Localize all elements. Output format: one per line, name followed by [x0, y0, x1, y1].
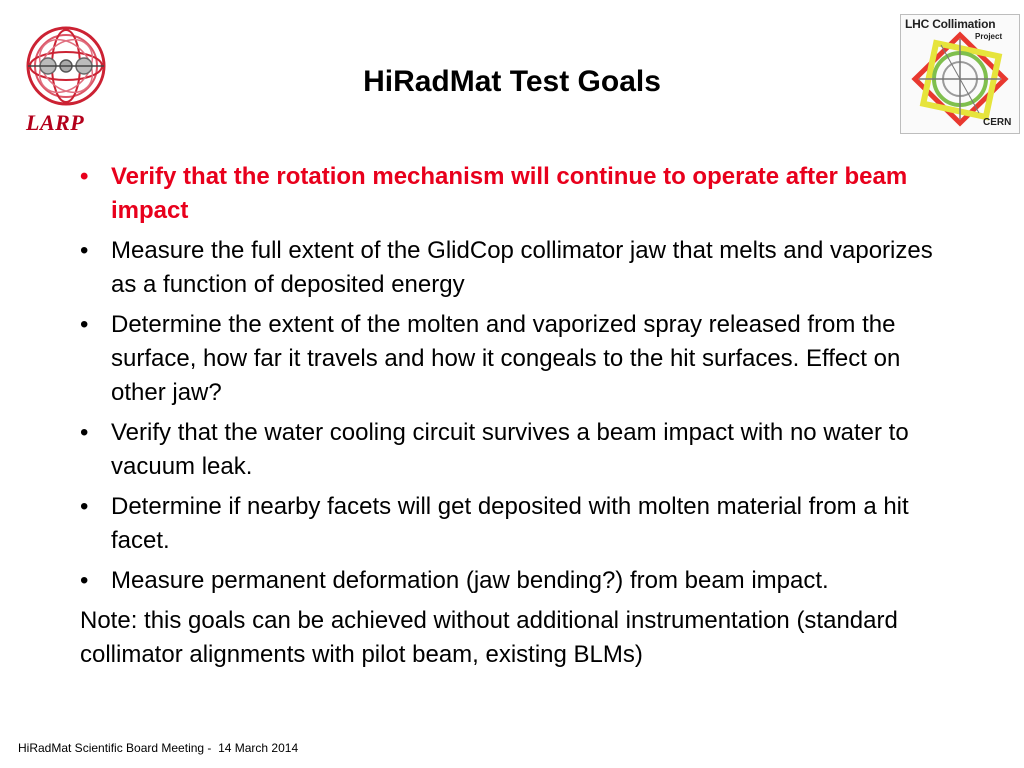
- bullet-text: Verify that the rotation mechanism will continue to operate after beam impact: [111, 163, 908, 224]
- bullet-dot: •: [80, 163, 89, 190]
- bullet-text: Measure permanent deformation (jaw bending?) from beam impact.: [111, 567, 829, 594]
- bullet-dot: •: [80, 493, 89, 520]
- bullet-dot: •: [80, 237, 89, 264]
- bullet-item-nearby-facets: [80, 490, 950, 558]
- bullet-text: Determine if nearby facets will get deposited with molten material from a hit facet.: [111, 493, 909, 554]
- bullet-text: Measure the full extent of the GlidCop collimator jaw that melts and vaporizes as a function of deposited energy: [111, 237, 933, 298]
- lhc-logo-subtitle: Project: [975, 32, 1003, 41]
- bullet-text: Verify that the water cooling circuit survives a beam impact with no water to vacuum leak.: [111, 419, 909, 480]
- bullet-dot: •: [80, 567, 89, 594]
- bullet-item-water-cooling: [80, 416, 950, 484]
- lhc-logo-title: LHC Collimation: [905, 17, 996, 31]
- bullet-item-deformation: [80, 564, 950, 598]
- lhc-logo-org: CERN: [983, 117, 1012, 128]
- bullet-dot: •: [80, 419, 89, 446]
- page-title: HiRadMat Test Goals: [363, 65, 661, 98]
- larp-label: LARP: [26, 110, 85, 135]
- bullet-dot: •: [80, 311, 89, 338]
- slide-content: [80, 160, 950, 672]
- bullet-list: [80, 160, 950, 598]
- note-text: Note: this goals can be achieved without additional instrumentation (standard collimator alignments with pilot beam, existing BLMs): [80, 607, 898, 668]
- bullet-text: Determine the extent of the molten and vaporized spray released from the surface, how far it travels and how it congeals to the hit surfaces. Effect on other jaw?: [111, 311, 901, 406]
- lhc-collimation-logo: [900, 14, 1020, 134]
- bullet-item-rotation-mechanism: [80, 160, 950, 228]
- bullet-item-spray-extent: [80, 308, 950, 410]
- bullet-item-glidcop-jaw: [80, 234, 950, 302]
- footer-text: HiRadMat Scientific Board Meeting - 14 March 2014: [18, 741, 299, 755]
